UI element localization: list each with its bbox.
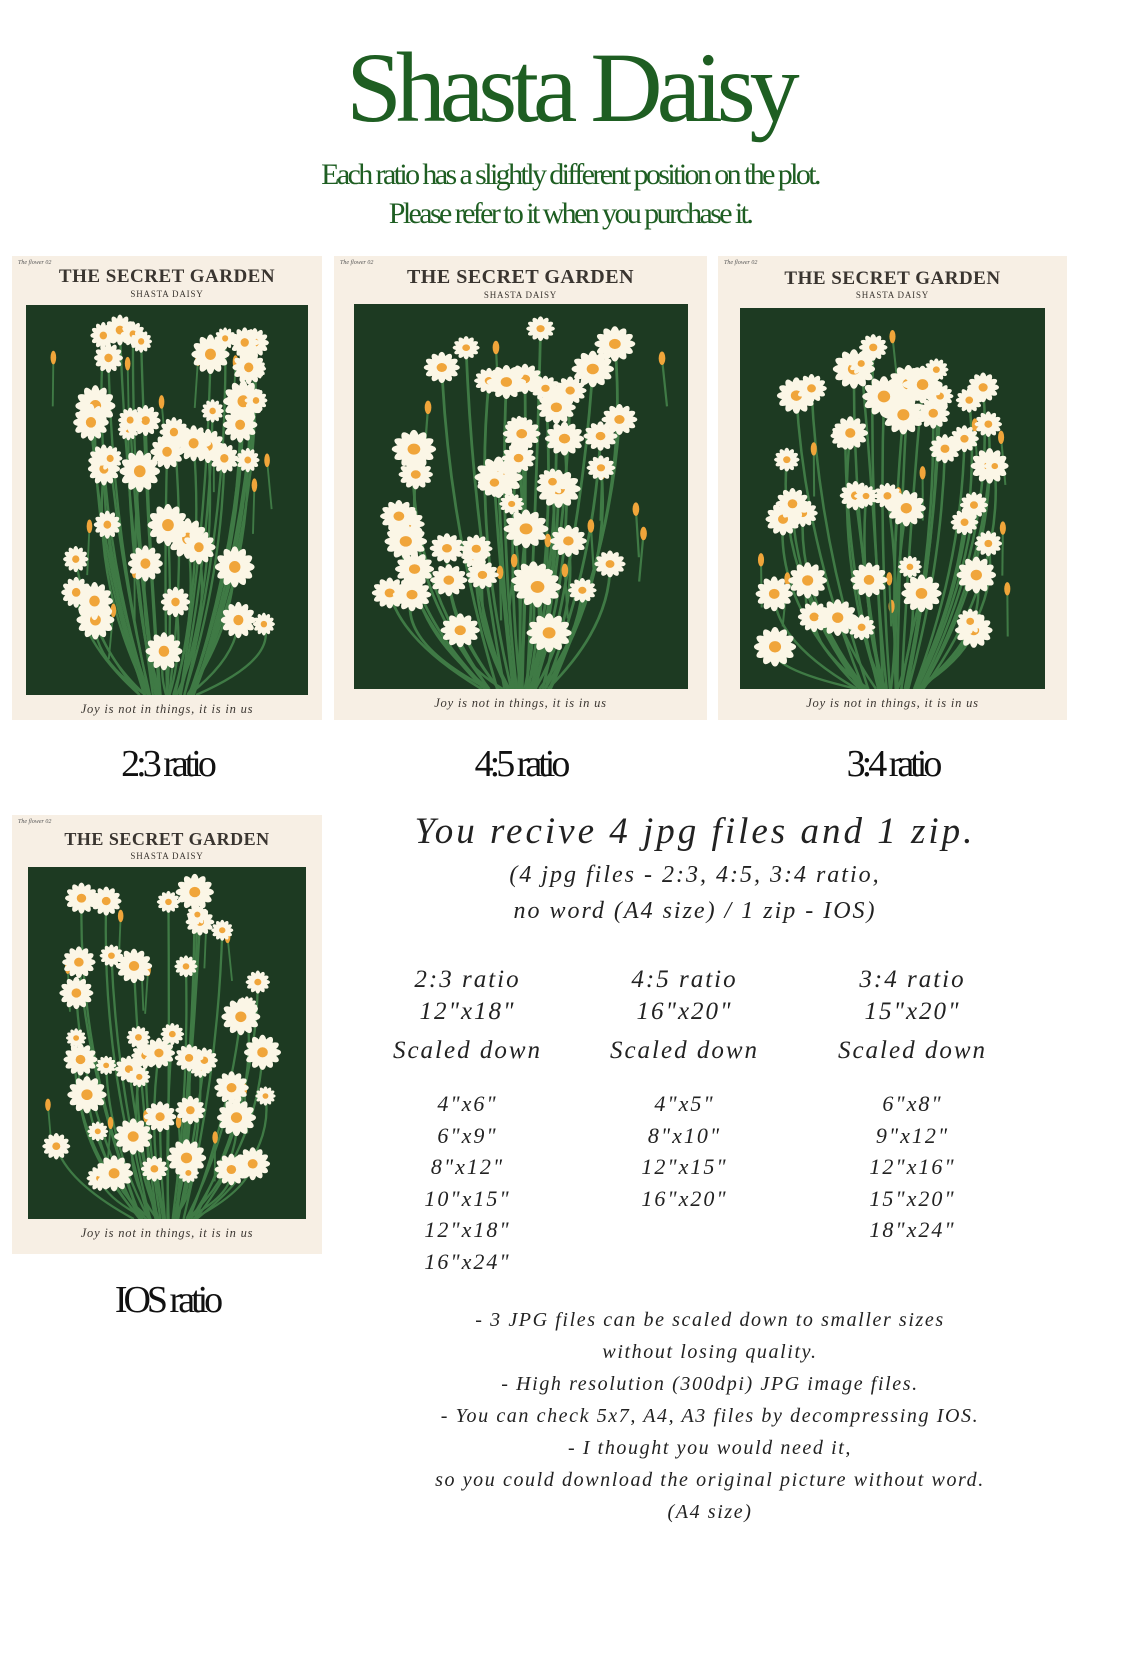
files-detail-line-2: no word (A4 size) / 1 zip - IOS) bbox=[513, 898, 877, 924]
poster-ios bbox=[12, 815, 322, 1254]
note-line: - 3 JPG files can be scaled down to smaller sizes bbox=[475, 1309, 945, 1331]
daisy-artwork bbox=[740, 308, 1045, 689]
daisy-artwork bbox=[354, 304, 688, 689]
size-item: 12"x18" bbox=[424, 1217, 511, 1242]
size-item: 9"x12" bbox=[875, 1122, 950, 1148]
files-detail-line-1: (4 jpg files - 2:3, 4:5, 3:4 ratio, bbox=[509, 862, 881, 888]
poster-quote: Joy is not in things, it is in us bbox=[80, 1226, 254, 1240]
page-title: Shasta Daisy bbox=[346, 32, 794, 143]
poster-title: THE SECRET GARDEN bbox=[58, 266, 276, 287]
scaled-down-label: Scaled down bbox=[837, 1037, 988, 1064]
daisy-artwork bbox=[28, 867, 306, 1219]
size-column-2-3 bbox=[375, 964, 560, 1277]
poster-subtitle: SHASTA DAISY bbox=[483, 290, 558, 300]
size-item: 12"x15" bbox=[641, 1154, 728, 1179]
size-item: 4"x5" bbox=[654, 1091, 715, 1116]
column-size: 16"x20" bbox=[636, 998, 733, 1025]
note-line: - High resolution (300dpi) JPG image files. bbox=[501, 1373, 919, 1395]
note-line: - I thought you would need it, bbox=[567, 1437, 853, 1459]
files-headline: You recive 4 jpg files and 1 zip. bbox=[414, 811, 976, 852]
size-item: 12"x16" bbox=[869, 1154, 956, 1179]
note-line: - You can check 5x7, A4, A3 files by decompressing IOS. bbox=[440, 1405, 980, 1427]
note-line: (A4 size) bbox=[667, 1501, 753, 1523]
poster-small-text: The flower 02 bbox=[18, 260, 52, 266]
size-item: 16"x20" bbox=[641, 1185, 728, 1211]
column-ratio: 4:5 ratio bbox=[631, 966, 738, 993]
poster-2-3 bbox=[12, 256, 322, 720]
column-size: 12"x18" bbox=[419, 998, 516, 1025]
poster-small-text: The flower 02 bbox=[18, 819, 52, 825]
column-ratio: 2:3 ratio bbox=[414, 966, 521, 993]
poster-title: THE SECRET GARDEN bbox=[64, 829, 270, 849]
note-line: so you could download the original picture without word. bbox=[435, 1469, 985, 1491]
subtitle-line-2: Please refer to it when you purchase it. bbox=[388, 197, 752, 230]
size-item: 8"x12" bbox=[430, 1154, 505, 1179]
poster-3-4 bbox=[718, 256, 1067, 720]
notes-block bbox=[340, 1304, 1080, 1528]
poster-title: THE SECRET GARDEN bbox=[406, 266, 635, 288]
poster-small-text: The flower 02 bbox=[724, 260, 758, 266]
subtitle-line-1: Each ratio has a slightly different position on the plot. bbox=[321, 158, 819, 191]
poster-subtitle: SHASTA DAISY bbox=[130, 289, 204, 299]
poster-subtitle: SHASTA DAISY bbox=[855, 290, 930, 300]
poster-quote: Joy is not in things, it is in us bbox=[80, 702, 254, 716]
poster-quote: Joy is not in things, it is in us bbox=[806, 696, 979, 710]
size-column-4-5 bbox=[592, 964, 777, 1214]
size-item: 6"x8" bbox=[882, 1091, 943, 1116]
scaled-down-label: Scaled down bbox=[609, 1037, 760, 1064]
size-item: 15"x20" bbox=[869, 1185, 956, 1211]
note-line: without losing quality. bbox=[602, 1341, 818, 1363]
size-item: 4"x6" bbox=[437, 1091, 498, 1116]
column-size: 15"x20" bbox=[864, 998, 961, 1025]
scaled-down-label: Scaled down bbox=[392, 1037, 543, 1064]
size-item: 10"x15" bbox=[424, 1185, 511, 1211]
column-ratio: 3:4 ratio bbox=[859, 966, 966, 993]
size-column-3-4 bbox=[820, 964, 1005, 1246]
ratio-label-4-5: 4:5 ratio bbox=[474, 743, 567, 785]
poster-title: THE SECRET GARDEN bbox=[784, 268, 1001, 289]
size-item: 18"x24" bbox=[869, 1217, 956, 1242]
size-item: 6"x9" bbox=[437, 1122, 498, 1148]
poster-small-text: The flower 02 bbox=[340, 260, 374, 266]
poster-quote: Joy is not in things, it is in us bbox=[434, 696, 607, 710]
ratio-label-2-3: 2:3 ratio bbox=[121, 743, 213, 785]
daisy-artwork bbox=[26, 305, 308, 695]
poster-subtitle: SHASTA DAISY bbox=[130, 851, 204, 861]
poster-4-5 bbox=[334, 256, 707, 720]
ratio-label-ios: IOS ratio bbox=[114, 1279, 220, 1321]
ratio-label-3-4: 3:4 ratio bbox=[846, 743, 939, 785]
size-item: 16"x24" bbox=[424, 1248, 511, 1274]
size-item: 8"x10" bbox=[647, 1122, 722, 1148]
